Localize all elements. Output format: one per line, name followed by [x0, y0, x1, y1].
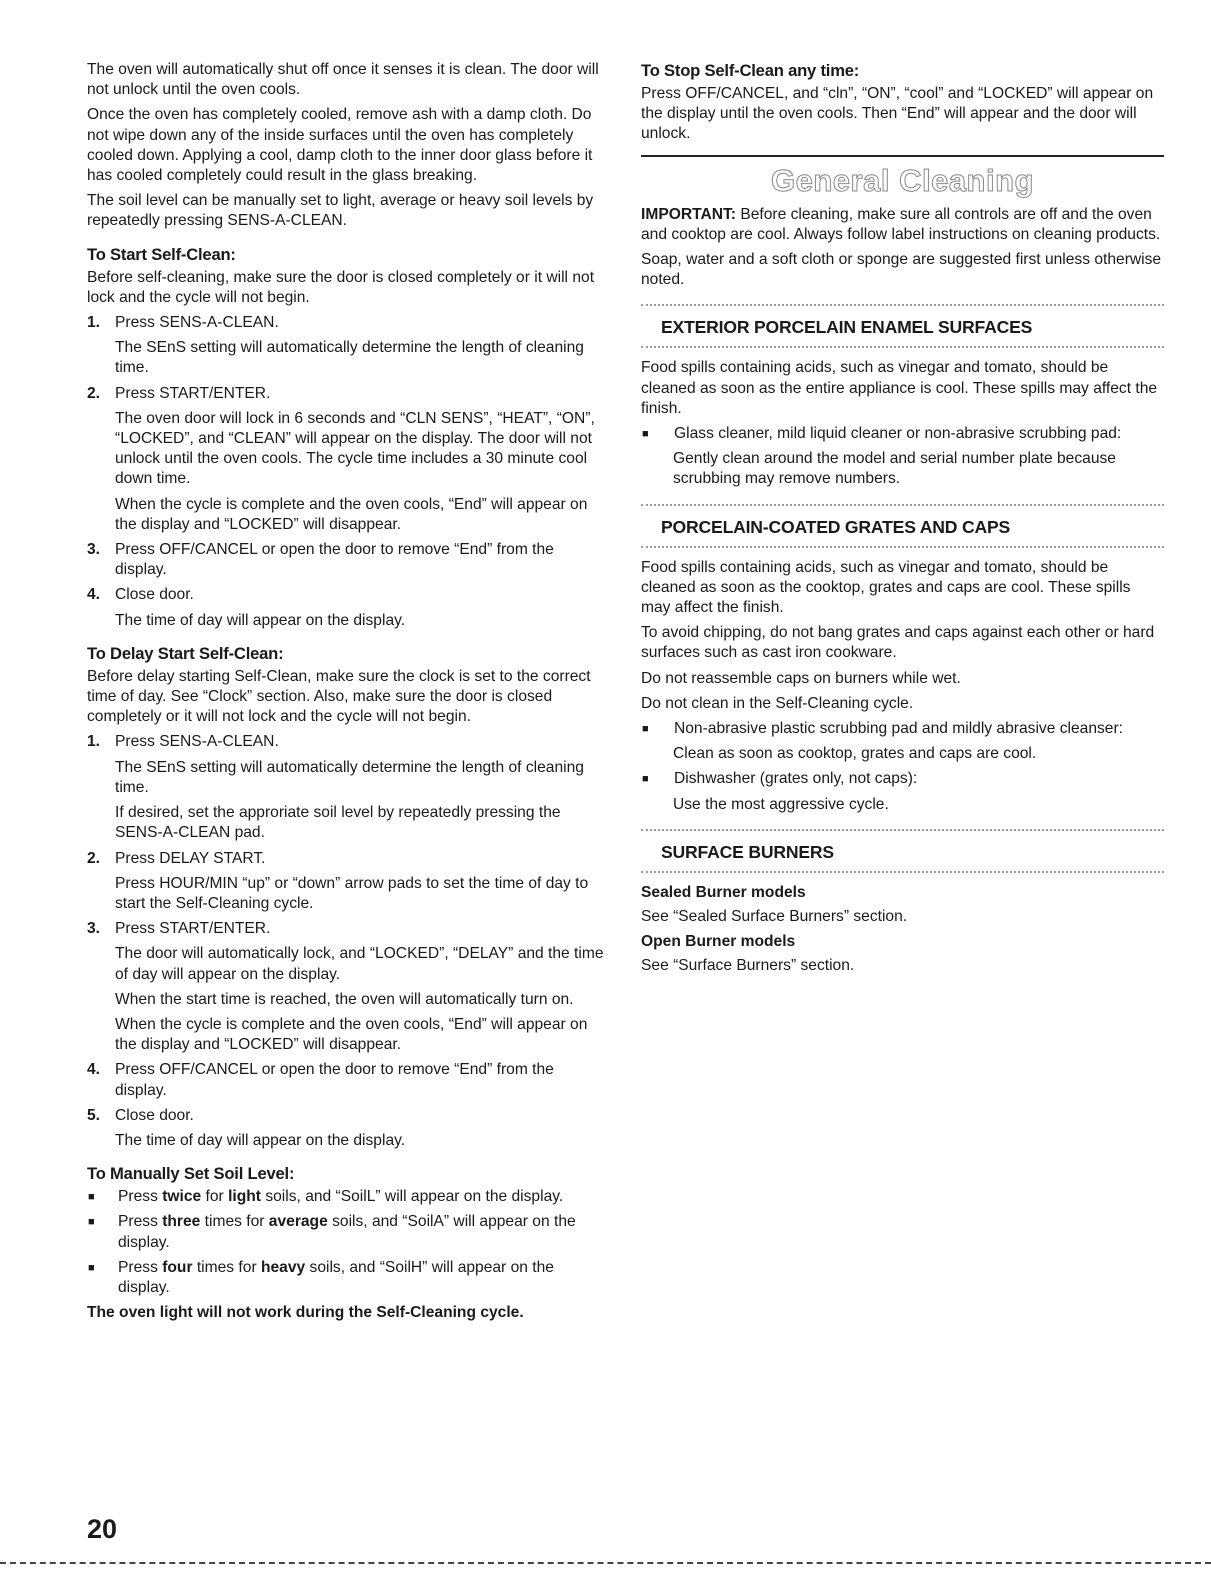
- step-text: Press SENS-A-CLEAN.: [115, 733, 279, 751]
- dotted-divider: [641, 829, 1164, 831]
- bullet-text: Glass cleaner, mild liquid cleaner or non-abrasive scrubbing pad:: [674, 425, 1122, 443]
- step-detail: The SEnS setting will automatically determine the length of cleaning time.: [115, 339, 584, 377]
- grates-paragraph: To avoid chipping, do not bang grates and caps against each other or hard surfaces such as cast iron cookware.: [641, 624, 1155, 662]
- step-detail: If desired, set the approriate soil level by repeatedly pressing the SENS-A-CLEAN pad.: [115, 804, 561, 842]
- dotted-divider: [641, 504, 1164, 506]
- step-number: 2.: [87, 849, 101, 867]
- step-detail: The time of day will appear on the display.: [115, 611, 406, 629]
- list-item: [641, 769, 1164, 789]
- step-text: Close door.: [115, 1106, 194, 1124]
- step-number: 4.: [87, 1061, 101, 1079]
- step-number: 5.: [87, 1106, 101, 1124]
- burners-heading: SURFACE BURNERS: [661, 841, 834, 862]
- dotted-divider: [641, 546, 1164, 548]
- bullet-text: Press three times for average soils, and “SoilA” will appear on the display.: [118, 1213, 576, 1251]
- sealed-burner-label: Sealed Burner models: [641, 883, 806, 901]
- bullet-detail: Gently clean around the model and serial number plate because scrubbing may remove numbers.: [673, 450, 1116, 488]
- dotted-divider: [641, 871, 1164, 873]
- dotted-divider: [641, 304, 1164, 306]
- start-steps-list: [87, 313, 604, 631]
- section-divider: [641, 155, 1164, 157]
- open-burner-text: See “Surface Burners” section.: [641, 957, 855, 975]
- bullet-square-icon: ■: [642, 773, 649, 786]
- page-bottom-rule: [0, 1562, 1211, 1564]
- page-number: 20: [87, 1514, 118, 1544]
- start-self-clean-heading: To Start Self-Clean:: [87, 244, 236, 264]
- exterior-section: [641, 304, 1164, 348]
- step-text: Press OFF/CANCEL or open the door to remove “End” from the display.: [115, 541, 554, 579]
- bullet-square-icon: ■: [88, 1261, 95, 1274]
- bullet-text: Press four times for heavy soils, and “SoilH” will appear on the display.: [118, 1258, 554, 1296]
- bullet-text: Non-abrasive plastic scrubbing pad and mildly abrasive cleanser:: [674, 720, 1123, 738]
- bullet-detail: Use the most aggressive cycle.: [673, 795, 889, 813]
- list-item: [87, 849, 604, 869]
- list-item: [87, 1212, 604, 1252]
- important-paragraph: [641, 205, 1164, 245]
- dotted-divider: [641, 346, 1164, 348]
- step-text: Press SENS-A-CLEAN.: [115, 314, 279, 332]
- delay-steps-list: [87, 732, 604, 1151]
- oven-light-note: The oven light will not work during the Self-Cleaning cycle.: [87, 1304, 524, 1322]
- list-item: [87, 919, 604, 939]
- grates-section: [641, 504, 1164, 548]
- bullet-text: Dishwasher (grates only, not caps):: [674, 770, 918, 788]
- open-burner-label: Open Burner models: [641, 933, 796, 951]
- list-item: [87, 1258, 604, 1298]
- bullet-detail: Clean as soon as cooktop, grates and caps are cool.: [673, 745, 1037, 763]
- soil-bullets: [87, 1187, 604, 1298]
- general-cleaning-title: General Cleaning: [771, 162, 1034, 198]
- grates-paragraph: Food spills containing acids, such as vinegar and tomato, should be cleaned as soon as the cooktop, grates and caps are cool. These spills may affect the finish.: [641, 558, 1131, 617]
- list-item: [87, 1187, 604, 1207]
- step-detail: Press HOUR/MIN “up” or “down” arrow pads to set the time of day to start the Self-Cleaning cycle.: [115, 874, 589, 912]
- list-item: [87, 732, 604, 752]
- step-detail: When the start time is reached, the oven will automatically turn on.: [115, 990, 574, 1008]
- intro-paragraph: The oven will automatically shut off once it senses it is clean. The door will not unlock until the oven cools.: [87, 61, 599, 99]
- bullet-square-icon: ■: [642, 723, 649, 736]
- step-detail: The SEnS setting will automatically determine the length of cleaning time.: [115, 758, 584, 796]
- grates-paragraph: Do not reassemble caps on burners while wet.: [641, 669, 961, 687]
- right-column: [641, 60, 1164, 982]
- exterior-heading: EXTERIOR PORCELAIN ENAMEL SURFACES: [661, 317, 1033, 338]
- delay-start-heading: To Delay Start Self-Clean:: [87, 643, 284, 663]
- important-label: IMPORTANT:: [641, 205, 736, 223]
- intro-paragraph: The soil level can be manually set to light, average or heavy soil levels by repeatedly pressing SENS-A-CLEAN.: [87, 192, 594, 230]
- sealed-burner-text: See “Sealed Surface Burners” section.: [641, 908, 908, 926]
- list-item: [87, 585, 604, 605]
- bullet-square-icon: ■: [88, 1216, 95, 1229]
- list-item: [641, 719, 1164, 739]
- list-item: [641, 424, 1164, 444]
- list-item: [87, 1060, 604, 1100]
- step-number: 4.: [87, 586, 101, 604]
- step-text: Press START/ENTER.: [115, 920, 271, 938]
- step-number: 2.: [87, 384, 101, 402]
- list-item: [87, 540, 604, 580]
- step-detail: The door will automatically lock, and “LOCKED”, “DELAY” and the time of day will appear on the display.: [115, 945, 604, 983]
- step-text: Press START/ENTER.: [115, 384, 271, 402]
- step-detail: When the cycle is complete and the oven cools, “End” will appear on the display and “LOCKED” will disappear.: [115, 1015, 588, 1054]
- list-item: [87, 1106, 604, 1126]
- delay-start-intro: Before delay starting Self-Clean, make sure the clock is set to the correct time of day. See “Clock” section. Also, make sure the door is closed completely or it will not lock and the cycle will not begin.: [87, 667, 591, 726]
- step-number: 1.: [87, 733, 101, 751]
- bullet-square-icon: ■: [642, 428, 649, 441]
- burners-section: [641, 829, 1164, 873]
- grates-heading: PORCELAIN-COATED GRATES AND CAPS: [661, 516, 1011, 537]
- stop-self-clean-text: Press OFF/CANCEL, and “cln”, “ON”, “cool” and “LOCKED” will appear on the display until the oven cools. Then “End” will appear and the door will unlock.: [641, 85, 1154, 143]
- grates-paragraph: Do not clean in the Self-Cleaning cycle.: [641, 694, 914, 712]
- bullet-text: Press twice for light soils, and “SoilL” will appear on the display.: [118, 1188, 564, 1206]
- step-detail: The oven door will lock in 6 seconds and “CLN SENS”, “HEAT”, “ON”, “LOCKED”, and “CLEAN” will appear on the display. The door will not unlock until the oven cools. The cycle time includes a 30 minute cool down time.: [115, 409, 595, 488]
- step-text: Close door.: [115, 586, 194, 604]
- start-self-clean-intro: Before self-cleaning, make sure the door is closed completely or it will not lock and the cycle will not begin.: [87, 268, 595, 306]
- manual-soil-heading: To Manually Set Soil Level:: [87, 1164, 295, 1184]
- step-number: 3.: [87, 541, 101, 559]
- important-text: Before cleaning, make sure all controls are off and the oven and cooktop are cool. Always follow label instructions on cleaning products.: [641, 205, 1161, 243]
- step-text: Press DELAY START.: [115, 849, 266, 867]
- left-column: [87, 60, 604, 1323]
- exterior-text: Food spills containing acids, such as vinegar and tomato, should be cleaned as soon as the entire appliance is cool. These spills may affect the finish.: [641, 359, 1158, 417]
- step-number: 3.: [87, 920, 101, 938]
- soap-paragraph: Soap, water and a soft cloth or sponge are suggested first unless otherwise noted.: [641, 251, 1162, 289]
- stop-self-clean-heading: To Stop Self-Clean any time:: [641, 61, 860, 80]
- step-number: 1.: [87, 314, 101, 332]
- list-item: [87, 384, 604, 404]
- step-detail: When the cycle is complete and the oven cools, “End” will appear on the display and “LOCKED” will disappear.: [115, 495, 588, 533]
- bullet-square-icon: ■: [88, 1191, 95, 1204]
- intro-paragraph: Once the oven has completely cooled, remove ash with a damp cloth. Do not wipe down any of the inside surfaces until the oven has completely cooled down. Applying a cool, damp cloth to the inner door glass before it has cooled completely could result in the glass breaking.: [87, 106, 593, 185]
- step-text: Press OFF/CANCEL or open the door to remove “End” from the display.: [115, 1061, 554, 1099]
- list-item: [87, 313, 604, 333]
- step-detail: The time of day will appear on the display.: [115, 1131, 406, 1149]
